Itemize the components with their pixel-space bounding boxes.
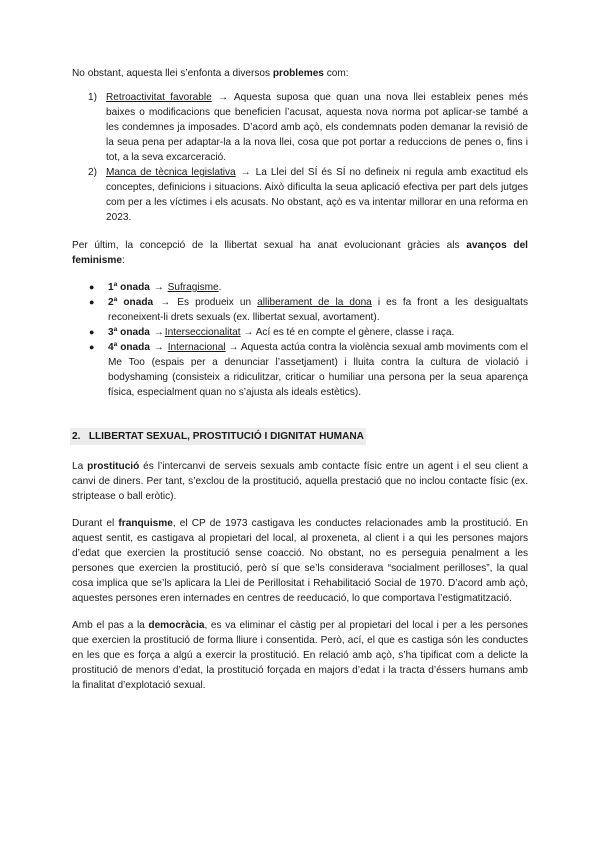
list-item: 1) Retroactivitat favorable → Aquesta suposa que quan una nova llei estableix penes més baixes o modificacions que beneficien l’acusat, aquesta nova norma pot aplicar-se també a les condemnes ja imposades. D’acord amb açò, els condemnats poden demanar la revisió de la seua pena per adaptar-la a la nova llei, cosa que pot portar a reduccions de penes o, fins i tot, a la seva excarceració. xyxy=(88,92,528,163)
feminism-waves-list xyxy=(72,280,528,400)
arrow-icon: → xyxy=(153,342,164,353)
problems-keyword: problemes xyxy=(272,68,324,79)
bullet-icon: ● xyxy=(89,297,95,307)
bullet-icon: ● xyxy=(89,327,95,337)
list-item: ● 4ª onada → Internacional → Aquesta actúa contra la violència sexual amb moviments com el Me Too (espais per a denunciar l’assetjament) i lluita contra la cultura de violació i bodyshaming (consisteix a ridiculitzar, criticar o humiliar una persona per la seua aparença física, especialment quan no s’ajusta als ideals estètics). xyxy=(89,342,528,398)
list-item: ● 3ª onada →Interseccionalitat → Ací es té en compte el gènere, classe i raça. xyxy=(89,327,455,338)
bullet-icon: ● xyxy=(89,282,95,292)
arrow-icon: → xyxy=(160,297,171,308)
problem-term: Retroactivitat favorable xyxy=(106,92,212,103)
section-heading-wrap xyxy=(72,428,528,459)
arrow-icon: → xyxy=(218,92,229,103)
section-title: LLIBERTAT SEXUAL, PROSTITUCIÓ I DIGNITAT HUMANA xyxy=(88,431,364,442)
wave-label: 4ª onada xyxy=(108,342,150,353)
section-heading xyxy=(70,428,366,445)
arrow-icon: → xyxy=(153,327,164,338)
franquisme-paragraph: Durant el franquisme, el CP de 1973 castigava les conductes relacionades amb la prostitució. En aquest sentit, es castigava al propietari del local, al proxeneta, al client i a qui les persones majors d’edat que exercien la prostitució sense coacció. No obstant, no es perseguia penalment a les persones que exercien la prostitució, però sí que se’ls considerava “socialment perilloses”, la qual cosa implica que se’ls aplicara la Llei de Perillositat i Rehabilitació Social de 1970. D’acord amb açò, aquestes persones eren internades en centres de reeducació, lo que comportava l’estigmatització. xyxy=(72,518,529,604)
wave-label: 3ª onada xyxy=(108,327,150,338)
document-page xyxy=(72,66,528,705)
section-number: 2. xyxy=(72,431,81,442)
list-item: 2) Manca de tècnica legislativa → La Llei del SÍ és SÍ no defineix ni regula amb exactitud els conceptes, definicions i situacions. Això dificulta la seua aplicació efectiva per part dels jutges com per a les víctimes i els acusats. No obstant, açò es va intentar millorar en una reforma en 2023. xyxy=(88,167,528,223)
problem-term: Manca de tècnica legislativa xyxy=(106,167,236,178)
prostitution-definition-paragraph: La prostitució és l’intercanvi de serveis sexuals amb contacte físic entre un agent i el seu client a canvi de diners. Per tant, s’exclou de la prostitució, aquella prestació que no inclou contacte físic (ex. striptease o ball eròtic). xyxy=(72,461,528,502)
problems-list xyxy=(72,90,528,225)
intro-paragraph: No obstant, aquesta llei s’enfonta a diversos problemes com: xyxy=(72,68,349,79)
list-item: ● 2ª onada → Es produeix un alliberament de la dona i es fa front a les desigualtats reconeixent-li drets sexuals (ex. llibertat sexual, avortament). xyxy=(89,297,528,323)
feminism-paragraph: Per últim, la concepció de la llibertat sexual ha anat evolucionant gràcies als avanços del feminisme: xyxy=(72,240,528,266)
wave-label: 2ª onada xyxy=(108,297,154,308)
list-item: ● 1ª onada → Sufragisme. xyxy=(89,282,222,293)
arrow-icon: → xyxy=(153,282,164,293)
arrow-icon: → xyxy=(240,167,251,178)
wave-label: 1ª onada xyxy=(108,282,150,293)
bullet-icon: ● xyxy=(89,342,95,352)
democracia-paragraph: Amb el pas a la democràcia, es va eliminar el càstig per al propietari del local i per a les persones que exercien la prostitució de forma lliure i consentida. Però, ací, el que es castiga són les conductes en les que es força a algú a exercir la prostitució. En relació amb açò, s’ha tipificat com a delicte la prostitució de menors d’edat, la prostitució forçada en majors d’edat i la tracta d’éssers humans amb la finalitat d’explotació sexual. xyxy=(72,620,528,691)
